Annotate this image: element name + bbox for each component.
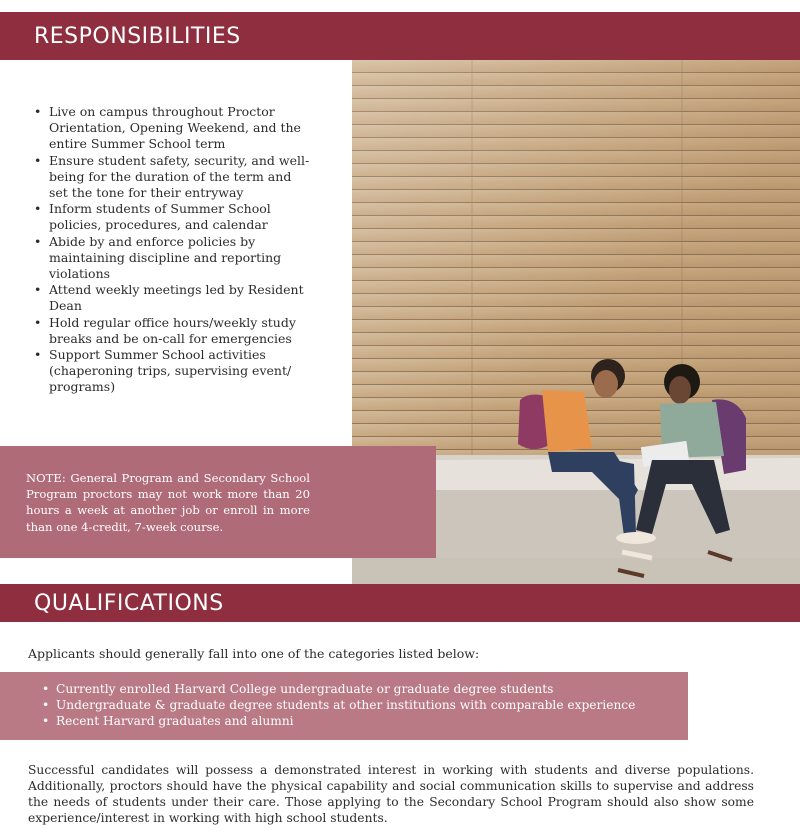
note-text: NOTE: General Program and Secondary School Program proctors may not work more than 20 hours a week at another job or enroll in more than one 4-credit, 7-week course. <box>26 471 310 534</box>
responsibilities-header <box>0 12 800 60</box>
list-item: • Ensure student safety, security, and well-being for the duration of the term and set the tone for their entryway <box>34 153 314 202</box>
qualifications-closing: Successful candidates will possess a demonstrated interest in working with students and diverse populations. Additionally, proctors should have the physical capability and social communication skills to supervise and address the needs of students under their care. Those applying to the Secondary School Program should also show some experience/interest in working with high school students. <box>28 763 754 825</box>
list-item: • Currently enrolled Harvard College undergraduate or graduate degree students <box>42 681 635 697</box>
list-item: • Hold regular office hours/weekly study breaks and be on-call for emergencies <box>34 315 314 347</box>
list-item: • Undergraduate & graduate degree students at other institutions with comparable experience <box>42 697 635 713</box>
qualifications-title: QUALIFICATIONS <box>34 590 224 616</box>
responsibilities-list <box>34 104 314 396</box>
responsibilities-title: RESPONSIBILITIES <box>34 23 241 49</box>
list-item: • Recent Harvard graduates and alumni <box>42 713 635 729</box>
qualifications-header <box>0 584 800 622</box>
list-item: • Inform students of Summer School policies, procedures, and calendar <box>34 201 314 233</box>
list-item: • Abide by and enforce policies by maintaining discipline and reporting violations <box>34 234 314 283</box>
list-item: • Live on campus throughout Proctor Orientation, Opening Weekend, and the entire Summer School term <box>34 104 314 153</box>
list-item: • Support Summer School activities (chaperoning trips, supervising event/ programs) <box>34 347 314 396</box>
list-item: • Attend weekly meetings led by Resident Dean <box>34 282 314 314</box>
qualifications-intro: Applicants should generally fall into one of the categories listed below: <box>28 646 480 661</box>
qualifications-list <box>42 681 635 729</box>
